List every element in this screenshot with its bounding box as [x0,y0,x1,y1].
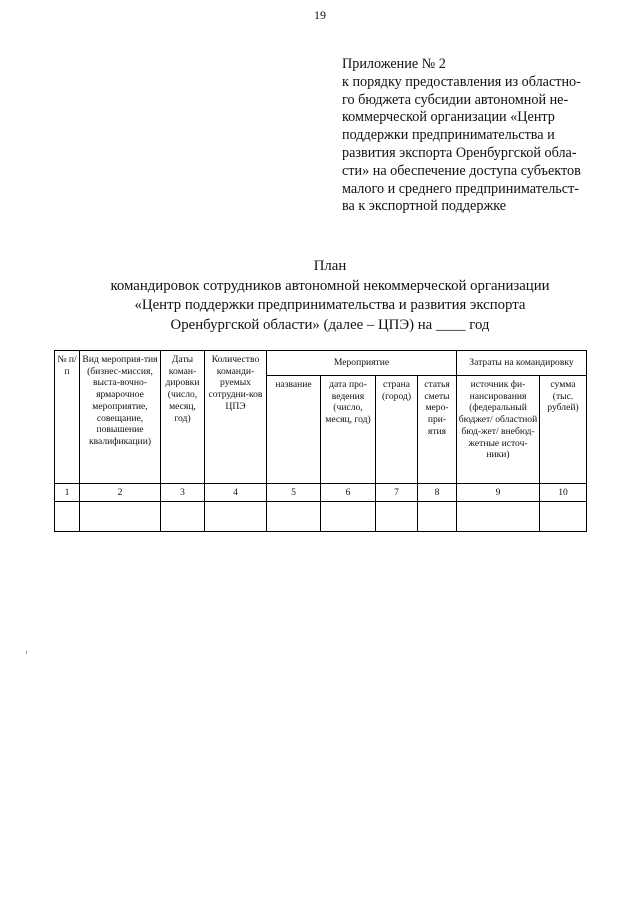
column-number: 7 [376,484,418,502]
header-funding-source: источник фи-нансирования (федеральный бюджет/ областной бюд-жет/ внебюд-жетные источ-ники) [457,376,540,484]
header-budget-item: статья сметы меро-при-ятия [418,376,457,484]
column-number: 1 [55,484,80,502]
empty-cell [418,502,457,532]
appendix-line: ва к экспортной поддержке [342,198,507,215]
empty-cell [540,502,587,532]
column-number: 5 [267,484,321,502]
table-header-row [55,351,587,376]
column-number: 9 [457,484,540,502]
business-trip-plan-table [54,350,587,532]
title-line: «Центр поддержки предпринимательства и развития экспорта [134,297,526,313]
header-event-type: Вид мероприя-тия (бизнес-миссия, выста-вочно-ярмарочное мероприятие, совещание, повышение квалификации) [80,351,161,484]
title-line: Оренбургской области» (далее – ЦПЭ) на ____ год [170,316,490,333]
title-line: командировок сотрудников автономной некоммерческой организации [110,277,550,294]
header-event-group: Мероприятие [267,351,457,376]
header-staff-count: Количество команди-руемых сотрудни-ков ЦПЭ [205,351,267,484]
column-number: 4 [205,484,267,502]
column-number: 10 [540,484,587,502]
appendix-line: поддержки предпринимательства и [342,127,555,144]
empty-cell [55,502,80,532]
table-column-numbers-row [55,484,587,502]
header-event-date: дата про-ведения (число, месяц, год) [321,376,376,484]
column-number: 3 [161,484,205,502]
appendix-line: малого и среднего предпринимательст- [342,180,579,197]
empty-cell [161,502,205,532]
table-empty-row [55,502,587,532]
appendix-header [342,56,617,216]
appendix-line: го бюджета субсидии автономной не- [342,91,569,108]
empty-cell [205,502,267,532]
header-costs-group: Затраты на командировку [457,351,587,376]
title-line: План [313,258,347,274]
appendix-line: к порядку предоставления из областно- [342,73,581,90]
column-number: 6 [321,484,376,502]
page-number: 19 [314,8,326,22]
appendix-line: развития экспорта Оренбургской обла- [342,144,577,161]
appendix-line: Приложение № 2 [342,56,446,72]
empty-cell [376,502,418,532]
header-row-number: № п/п [55,351,80,484]
column-number: 8 [418,484,457,502]
empty-cell [80,502,161,532]
empty-cell [321,502,376,532]
header-event-name: название [267,376,321,484]
appendix-line: сти» на обеспечение доступа субъектов [342,162,581,179]
appendix-line: коммерческой организации «Центр [342,109,555,126]
column-number: 2 [80,484,161,502]
scan-margin-mark [26,651,27,654]
empty-cell [267,502,321,532]
header-amount: сумма (тыс. рублей) [540,376,587,484]
header-country-city: страна (город) [376,376,418,484]
empty-cell [457,502,540,532]
header-trip-dates: Даты коман-дировки (число, месяц, год) [161,351,205,484]
document-title [60,257,600,335]
